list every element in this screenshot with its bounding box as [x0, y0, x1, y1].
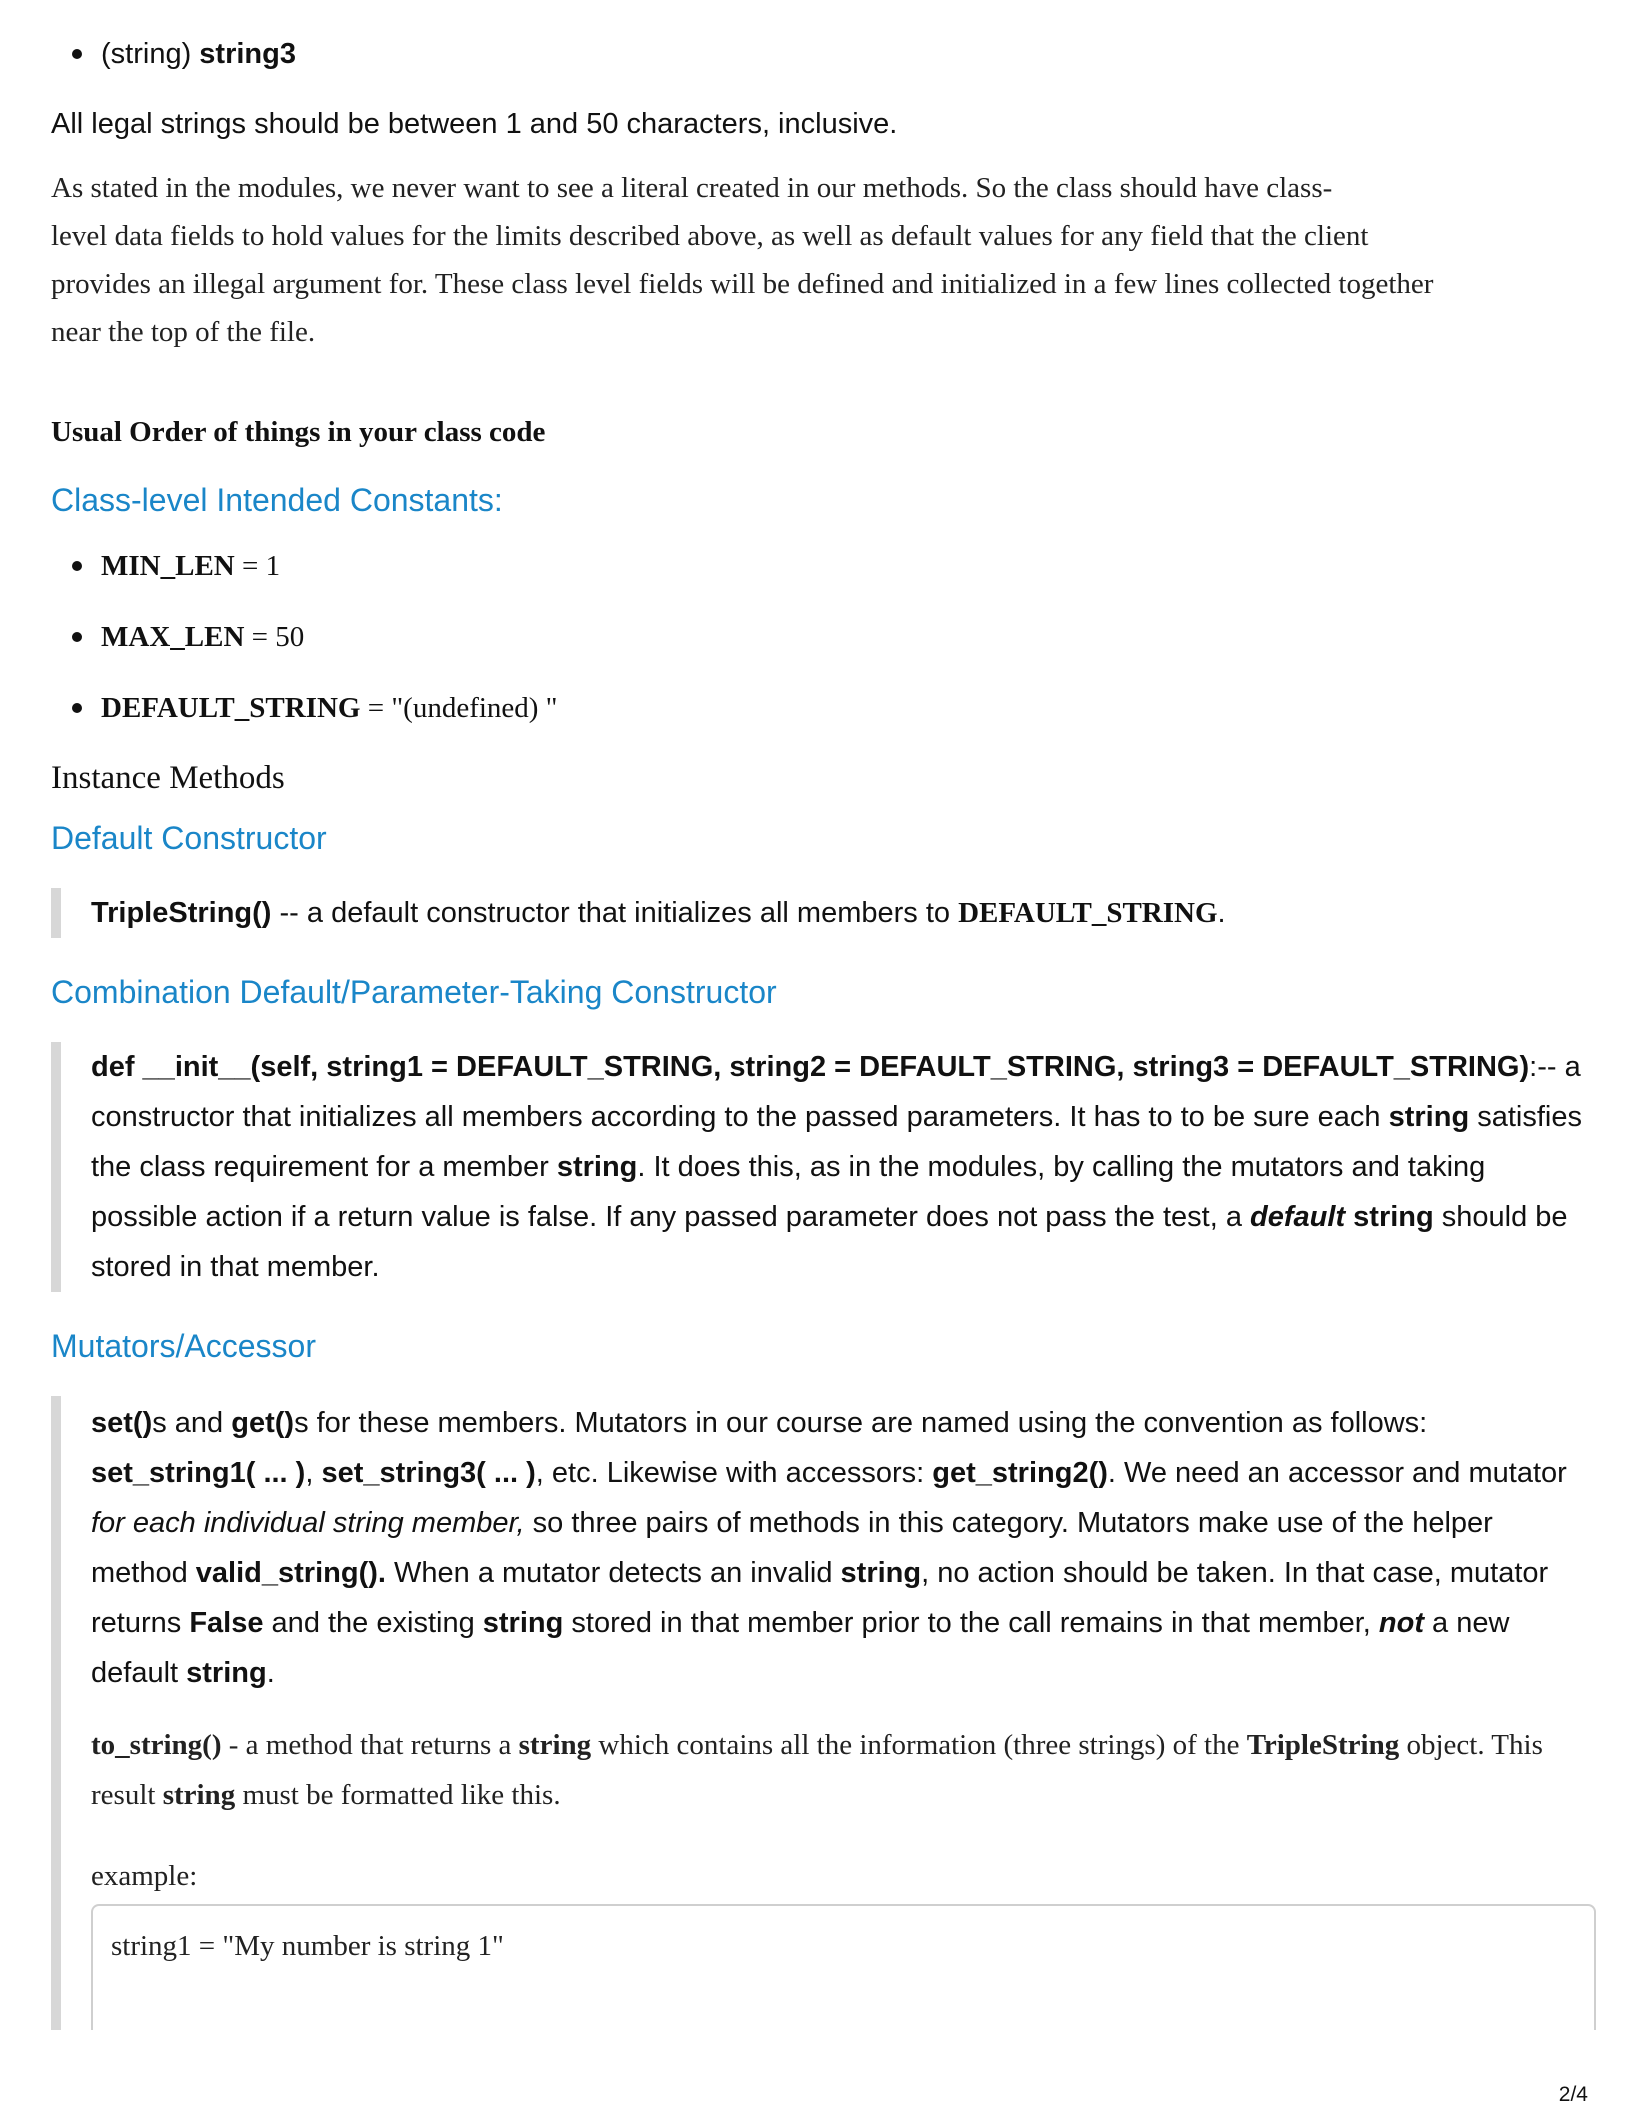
default-constructor-signature: TripleString()	[91, 897, 272, 929]
string3-name: string3	[199, 38, 296, 70]
constants-list	[51, 548, 1596, 726]
mutators-block	[51, 1396, 1596, 2030]
mutators-heading: Mutators/Accessor	[51, 1328, 316, 1364]
intro-line-4: near the top of the file.	[51, 316, 316, 348]
intro-line-1: As stated in the modules, we never want to see a literal created in our methods. So the class should have class-	[51, 172, 1333, 204]
to-string-paragraph: to_string() - a method that returns a string which contains all the information (three strings) of the TripleString object. This result string must be formatted like this.	[91, 1729, 1543, 1811]
default-constructor-block: TripleString() -- a default constructor that initializes all members to DEFAULT_STRING.	[51, 888, 1596, 938]
constant-default-string: DEFAULT_STRING = "(undefined) "	[101, 690, 1596, 726]
default-constructor-heading: Default Constructor	[51, 820, 327, 856]
constants-heading: Class-level Intended Constants:	[51, 482, 503, 518]
instance-methods-heading: Instance Methods	[51, 760, 285, 796]
intro-line-3: provides an illegal argument for. These class level fields will be defined and initialized in a few lines collected together	[51, 268, 1434, 300]
combo-constructor-heading: Combination Default/Parameter-Taking Constructor	[51, 974, 777, 1010]
string3-bullet: (string) string3	[101, 36, 1596, 72]
page-number: 2/4	[1558, 2083, 1588, 2106]
constant-max-len: MAX_LEN = 50	[101, 619, 1596, 655]
usual-order-heading: Usual Order of things in your class code	[51, 416, 546, 448]
legal-strings-note: All legal strings should be between 1 and 50 characters, inclusive.	[51, 108, 898, 140]
example-label: example:	[91, 1860, 198, 1892]
mutators-paragraph: set()s and get()s for these members. Mutators in our course are named using the convention as follows: set_string1( ... ), set_string3( ... ), etc. Likewise with accessors: get_string2(). We need an accessor and mutator for each individual string member, so three pairs of methods in this category. Mutators make use of the helper method valid_string(). When a mutator detects an invalid string, no action should be taken. In that case, mutator returns False and the existing string stored in that member prior to the call remains in that member, not a new default string.	[91, 1407, 1567, 1689]
combo-constructor-block: def __init__(self, string1 = DEFAULT_STRING, string2 = DEFAULT_STRING, string3 = DEFAULT_STRING):-- a constructor that initializes all members according to the passed parameters. It has to to be sure each string satisfies the class requirement for a member string. It does this, as in the modules, by calling the mutators and taking possible action if a return value is false. If any passed parameter does not pass the test, a default string should be stored in that member.	[51, 1042, 1596, 1292]
string3-bullet-list	[51, 36, 1596, 72]
example-code-box	[91, 1904, 1596, 2030]
combo-constructor-signature: def __init__(self, string1 = DEFAULT_STRING, string2 = DEFAULT_STRING, string3 = DEFAULT_STRING)	[91, 1051, 1530, 1083]
intro-line-2: level data fields to hold values for the limits described above, as well as default values for any field that the client	[51, 220, 1369, 252]
intro-paragraph	[51, 164, 1596, 356]
document-page	[51, 30, 1596, 2030]
constant-min-len: MIN_LEN = 1	[101, 548, 1596, 584]
example-code-line: string1 = "My number is string 1"	[111, 1930, 504, 1962]
default-string-constant: DEFAULT_STRING	[958, 897, 1218, 929]
